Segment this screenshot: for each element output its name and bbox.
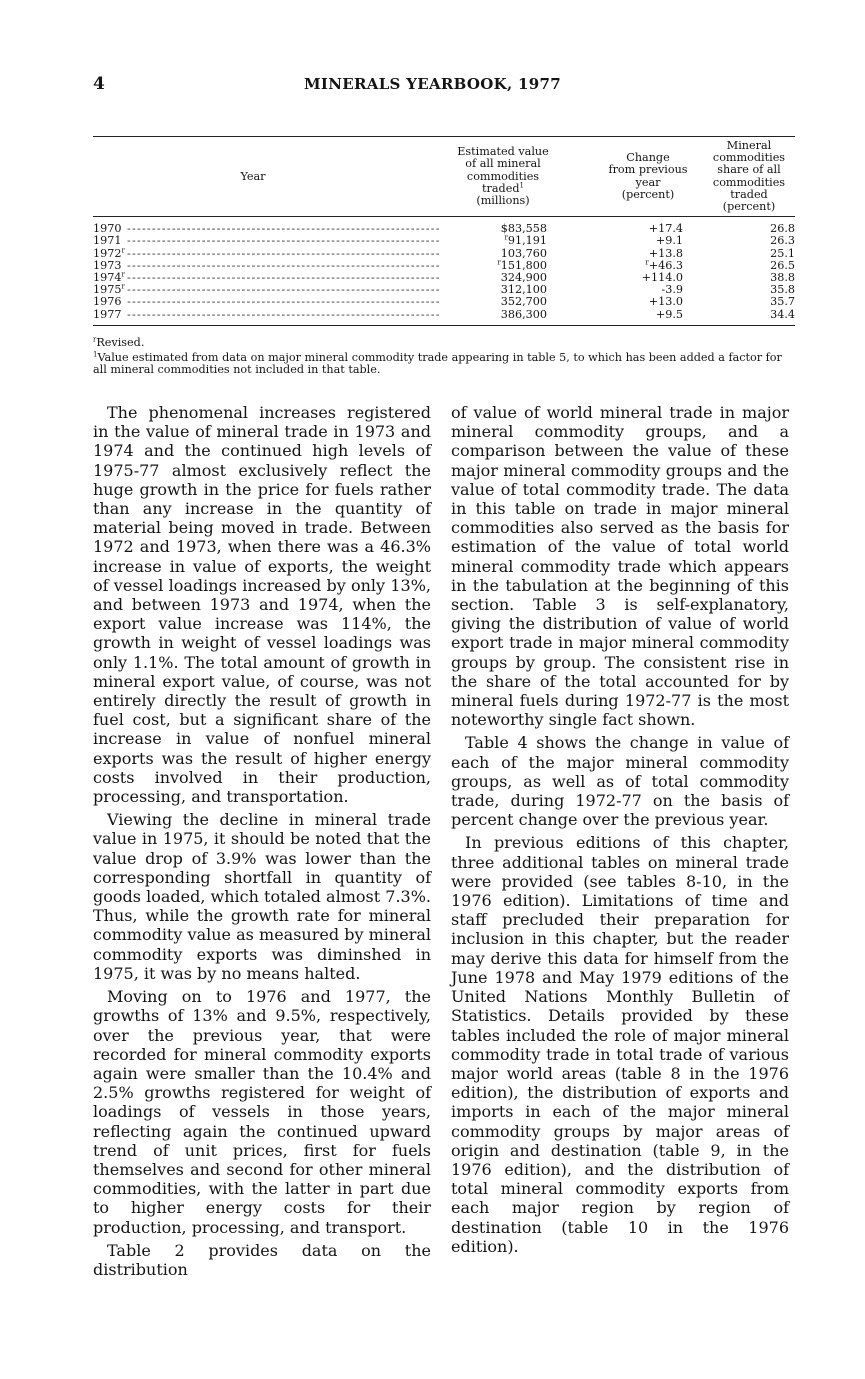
- value-text: 324,900: [500, 271, 547, 285]
- change-text: +13.0: [648, 295, 683, 309]
- year-cell: [93, 295, 441, 309]
- share-cell: 34.4: [770, 307, 795, 321]
- col-header-share-line: commodities: [712, 151, 786, 165]
- value-text: 103,760: [500, 246, 547, 260]
- body-column-right: [451, 403, 789, 1260]
- col-header-year: Year: [240, 169, 266, 183]
- dot-leader: ---------------------------------------------------------------: [127, 222, 441, 236]
- year-value: 1972: [93, 246, 122, 260]
- year-value: 1973: [93, 258, 122, 272]
- revised-mark: r: [121, 282, 125, 291]
- col-header-value-line: commodities: [466, 169, 540, 183]
- paragraph: Moving on to 1976 and 1977, the growths of 13% and 9.5%, respectively, over the previous year, that were recorded for mineral commodity exports again were smaller than the 10.4% and 2.5% growths registered for weight of loadings of vessels in those years, reflecting again the continued upward trend of unit prices, first for fuels themselves and second for other mineral commodities, with the latter in part due to higher energy costs for their production, processing, and transport.: [93, 987, 431, 1237]
- dot-leader: ---------------------------------------------------------------: [127, 295, 441, 309]
- change-text: +114.0: [641, 271, 683, 285]
- paragraph: The phenomenal increases registered in the value of mineral trade in 1973 and 1974 and the continued high levels of 1975-77 almost exclusively reflect the huge growth in the price for fuels rather than any increase in the quantity of material being moved in trade. Between 1972 and 1973, when there was a 46.3% increase in value of exports, the weight of vessel loadings increased by only 13%, and between 1973 and 1974, when the export value increase was 114%, the growth in weight of vessel loadings was only 1.1%. The total amount of growth in mineral export value, of course, was not entirely directly the result of growth in fuel cost, but a significant share of the increase in value of nonfuel mineral exports was the result of higher energy costs involved in their production, processing, and transportation.: [93, 403, 431, 807]
- share-cell: 26.5: [770, 258, 795, 272]
- dot-leader: ---------------------------------------------------------------: [127, 258, 441, 272]
- dot-leader: ---------------------------------------------------------------: [127, 271, 441, 285]
- change-cell: [593, 217, 703, 236]
- revised-mark: r: [121, 245, 125, 254]
- col-header-change: [593, 137, 703, 217]
- change-text: +13.8: [648, 246, 683, 260]
- table-row: [93, 217, 795, 236]
- running-head: MINERALS YEARBOOK, 1977: [304, 75, 561, 93]
- paragraph: In previous editions of this chapter, three additional tables on mineral trade were provided (see tables 8-10, in the 1976 edition). Limitations of time and staff precluded their preparation for inclusion in this chapter, but the reader may derive this data for himself from the June 1978 and May 1979 editions of the United Nations Monthly Bulletin of Statistics. Details provided by these tables included the role of major mineral commodity trade in total trade of various major world areas (table 8 in the 1976 edition), the distribution of exports and imports in each of the major mineral commodity groups by major areas of origin and destination (table 9, in the 1976 edition), and the distribution of total mineral commodity exports from each major region by region of destination (table 10 in the 1976 edition).: [451, 833, 789, 1256]
- change-text: +9.1: [655, 234, 683, 248]
- year-value: 1976: [93, 295, 122, 309]
- share-cell: 25.1: [770, 246, 795, 260]
- dot-leader: ---------------------------------------------------------------: [127, 246, 441, 260]
- table-row: [93, 296, 795, 308]
- paragraph: Table 4 shows the change in value of each of the major mineral commodity groups, as well as of total commodity trade, during 1972-77 on the basis of percent change over the previous year.: [451, 733, 789, 830]
- table-footnotes: [93, 337, 795, 379]
- footnote-revised: [93, 337, 795, 350]
- col-header-value-line: (millions): [476, 193, 530, 207]
- paragraph: of value of world mineral trade in major mineral commodity groups, and a comparison between the value of these major mineral commodity groups and the value of total commodity trade. The data in this table on trade in major mineral commodities also served as the basis for estimation of the value of total world mineral commodity trade which appears in the tabulation at the beginning of this section. Table 3 is self-explanatory, giving the distribution of value of world export trade in major mineral commodity groups by group. The consistent rise in the share of the total accounted for by mineral fuels during 1972-77 is the most noteworthy single fact shown.: [451, 403, 789, 730]
- footnote-text: Revised.: [96, 336, 145, 349]
- col-header-change-line: (percent): [621, 187, 675, 201]
- revised-mark: r: [645, 258, 649, 267]
- col-header-value-line: Estimated value: [457, 145, 549, 159]
- value-text: 151,800: [500, 258, 547, 272]
- col-header-share-line: share of all: [717, 163, 781, 177]
- table-header-row: [93, 137, 795, 217]
- change-text: -3.9: [661, 283, 683, 297]
- dot-leader: ---------------------------------------------------------------: [127, 283, 441, 297]
- year-cell: [93, 217, 441, 236]
- col-header-share: [703, 137, 795, 217]
- revised-mark: r: [121, 270, 125, 279]
- value-text: 386,300: [500, 307, 547, 321]
- share-cell: 26.8: [770, 222, 795, 236]
- revised-mark: r: [504, 233, 508, 242]
- paragraph: Table 2 provides data on the distribution: [93, 1240, 431, 1279]
- year-value: 1971: [93, 234, 122, 248]
- table-row: [93, 309, 795, 326]
- col-header-change-line: from previous: [608, 163, 688, 177]
- page-number: 4: [93, 74, 105, 94]
- year-value: 1974: [93, 271, 122, 285]
- share-cell: 26.3: [770, 234, 795, 248]
- footnote-text: Value estimated from data on major mineral commodity trade appearing in table 5, to which has been added a factor for all mineral commodities not included in that table.: [93, 350, 782, 377]
- footnote-ref: 1: [519, 180, 524, 189]
- year-value: 1975: [93, 283, 122, 297]
- change-cell: [593, 296, 703, 308]
- year-cell: [93, 307, 441, 326]
- dot-leader: ---------------------------------------------------------------: [127, 234, 441, 248]
- share-cell: 38.8: [770, 271, 795, 285]
- year-cell: [93, 234, 441, 248]
- share-cell: 35.8: [770, 283, 795, 297]
- change-text: +46.3: [648, 258, 683, 272]
- col-header-share-line: traded (percent): [722, 187, 776, 214]
- change-cell: [593, 309, 703, 326]
- col-header-share-line: commodities: [712, 175, 786, 189]
- col-header-change-line: year: [635, 175, 661, 189]
- col-header-change-line: Change: [626, 151, 670, 165]
- col-header-value: [413, 137, 593, 217]
- year-value: 1977: [93, 307, 122, 321]
- dot-leader: ---------------------------------------------------------------: [127, 307, 441, 321]
- footnote-one: [93, 349, 795, 377]
- footnote-mark: 1: [93, 349, 98, 358]
- value-text: 91,191: [507, 234, 547, 248]
- col-header-value-line: of all mineral: [465, 157, 541, 171]
- change-text: +9.5: [655, 307, 683, 321]
- change-cell: [593, 272, 703, 284]
- body-column-left: [93, 403, 431, 1283]
- revised-mark: r: [497, 258, 501, 267]
- col-header-share-line: Mineral: [726, 139, 772, 152]
- table-row: [93, 235, 795, 247]
- paragraph: Viewing the decline in mineral trade value in 1975, it should be noted that the value drop of 3.9% was lower than the corresponding shortfall in quantity of goods loaded, which totaled almost 7.3%. Thus, while the growth rate for mineral commodity value as measured by mineral commodity exports was diminshed in 1975, it was by no means halted.: [93, 810, 431, 983]
- year-value: 1970: [93, 222, 122, 236]
- footnote-mark: r: [93, 335, 97, 344]
- value-text: $83,558: [500, 222, 547, 236]
- table-row: [93, 248, 795, 260]
- value-text: 312,100: [500, 283, 547, 297]
- col-header-value-line: traded: [482, 181, 520, 195]
- year-cell: [93, 245, 441, 260]
- share-cell: 35.7: [770, 295, 795, 309]
- mineral-trade-table: [93, 136, 795, 326]
- value-text: 352,700: [500, 295, 547, 309]
- change-text: +17.4: [648, 222, 683, 236]
- value-table: [93, 136, 795, 326]
